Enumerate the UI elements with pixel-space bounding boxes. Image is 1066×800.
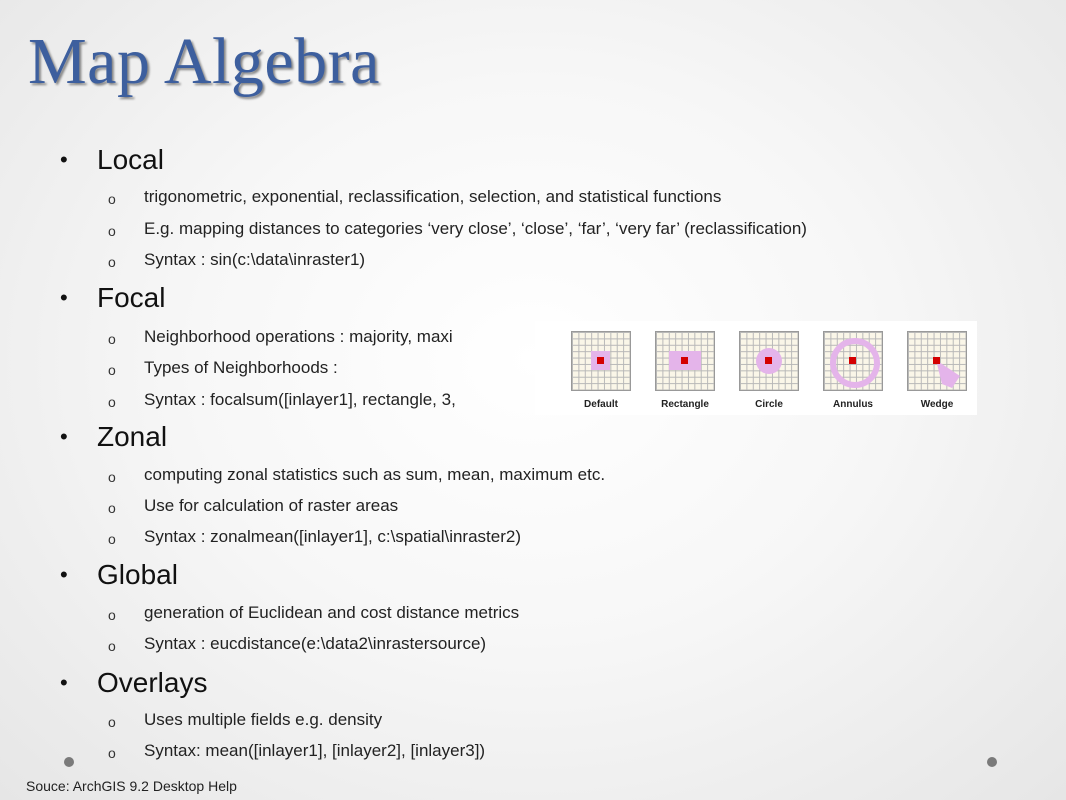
section-heading: Focal [97,282,166,313]
annulus-grid-icon [823,331,883,391]
section-heading: Overlays [97,667,208,698]
list-item-text: trigonometric, exponential, reclassification, selection, and statistical functions [144,187,722,206]
section-overlays [60,667,207,699]
neighborhood-types-figure [535,321,977,415]
decorative-dot-icon [987,757,997,767]
list-item-text: computing zonal statistics such as sum, mean, maximum etc. [144,465,606,484]
sub-bullet-icon: o [108,253,116,270]
neighborhood-circle [739,331,799,410]
bullet-icon: • [60,147,68,172]
neighborhood-label: Wedge [920,399,954,410]
circle-grid-icon [739,331,799,391]
list-item [108,250,365,270]
bullet-icon: • [60,424,68,449]
neighborhood-label: Rectangle [661,399,709,410]
sub-bullet-icon: o [108,330,116,347]
slide-title: Map Algebra [28,25,380,98]
section-heading: Zonal [97,421,168,452]
sub-bullet-icon: o [108,222,116,239]
list-item-text: E.g. mapping distances to categories ‘very close’, ‘close’, ‘far’, ‘very far’ (reclassification) [144,219,807,238]
neighborhood-default [571,331,631,410]
neighborhood-annulus [823,331,883,410]
list-item [108,741,485,761]
list-item-text: Types of Neighborhoods : [144,358,338,377]
sub-bullet-icon: o [108,713,116,730]
list-item [108,219,807,239]
neighborhood-label: Annulus [833,399,873,410]
list-item [108,358,338,378]
section-focal [60,282,165,314]
sub-bullet-icon: o [108,606,116,623]
list-item [108,187,721,207]
list-item-text: Syntax : focalsum([inlayer1], rectangle, 3, [144,390,456,409]
neighborhood-label: Default [584,399,618,410]
section-global [60,559,178,591]
list-item-text: Syntax : zonalmean([inlayer1], c:\spatial\inraster2) [144,527,522,546]
neighborhood-label: Circle [755,399,783,410]
sub-bullet-icon: o [108,393,116,410]
sub-bullet-icon: o [108,637,116,654]
list-item-text: Syntax: mean([inlayer1], [inlayer2], [inlayer3]) [144,741,486,760]
neighborhood-wedge [907,331,967,410]
section-heading: Global [97,559,178,590]
bullet-icon: • [60,562,68,587]
list-item [108,390,456,410]
rectangle-grid-icon [655,331,715,391]
sub-bullet-icon: o [108,190,116,207]
decorative-dot-icon [64,757,74,767]
section-heading: Local [97,144,164,175]
default-grid-icon [571,331,631,391]
bullet-icon: • [60,285,68,310]
list-item [108,496,398,516]
list-item-text: generation of Euclidean and cost distance metrics [144,603,520,622]
list-item [108,527,521,547]
list-item-text: Use for calculation of raster areas [144,496,399,515]
list-item [108,327,453,347]
wedge-grid-icon [907,331,967,391]
section-local [60,144,164,176]
list-item [108,710,382,730]
sub-bullet-icon: o [108,468,116,485]
list-item-text: Neighborhood operations : majority, maxi [144,327,453,346]
list-item [108,603,519,623]
sub-bullet-icon: o [108,499,116,516]
neighborhood-rectangle [655,331,715,410]
source-note: Souce: ArchGIS 9.2 Desktop Help [26,778,237,794]
bullet-icon: • [60,670,68,695]
section-zonal [60,421,167,453]
list-item-text: Uses multiple fields e.g. density [144,710,383,729]
list-item-text: Syntax : eucdistance(e:\data2\inrastersource) [144,634,487,653]
list-item-text: Syntax : sin(c:\data\inraster1) [144,250,366,269]
list-item [108,465,605,485]
list-item [108,634,486,654]
sub-bullet-icon: o [108,744,116,761]
sub-bullet-icon: o [108,530,116,547]
sub-bullet-icon: o [108,361,116,378]
